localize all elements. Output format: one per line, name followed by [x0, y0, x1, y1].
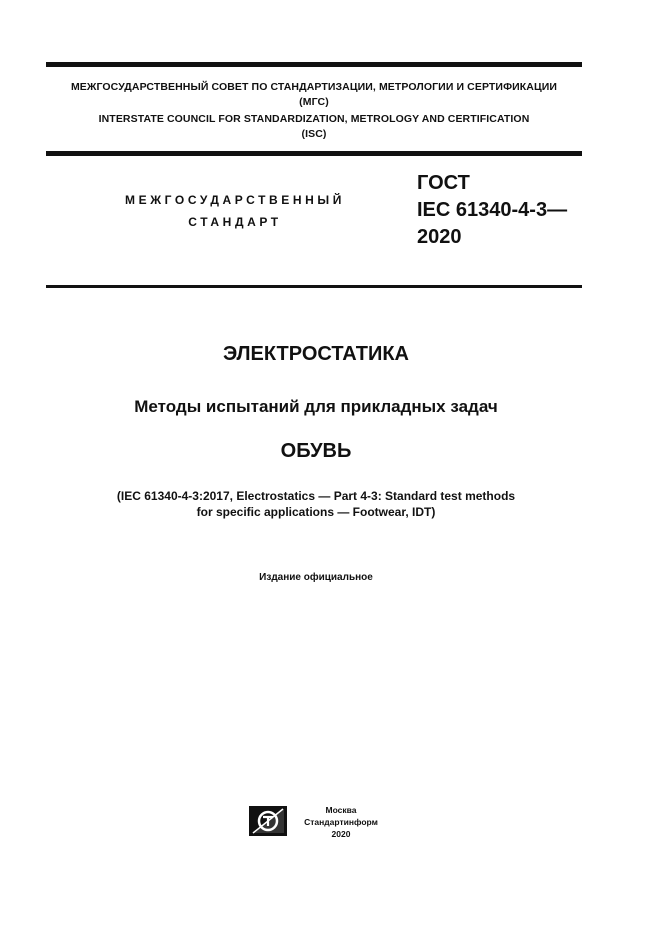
council-en-abbr: (ISC): [301, 128, 327, 140]
document-part-title: ОБУВЬ: [280, 440, 352, 462]
gost-prefix: ГОСТ: [417, 172, 470, 194]
document-title: ЭЛЕКТРОСТАТИКА: [223, 343, 409, 365]
gost-year: 2020: [417, 226, 462, 248]
publisher-block: [296, 804, 386, 840]
standard-type-line2: СТАНДАРТ: [188, 215, 282, 229]
publisher-name: Стандартинформ: [304, 817, 378, 827]
council-ru-abbr: (МГС): [299, 96, 329, 108]
gost-number: IEC 61340-4-3—: [417, 199, 568, 221]
publisher-city: Москва: [325, 805, 357, 815]
international-reference-line1: (IEC 61340-4-3:2017, Electrostatics — Part 4-3: Standard test methods: [116, 489, 516, 503]
international-reference-line2: for specific applications — Footwear, IDT): [196, 505, 436, 519]
standard-designation: [417, 170, 567, 251]
header-divider: [46, 151, 582, 156]
standartinform-logo-icon: [249, 806, 287, 836]
council-en-block: [46, 112, 582, 142]
standard-type-label: [100, 189, 370, 233]
council-ru-name: МЕЖГОСУДАРСТВЕННЫЙ СОВЕТ ПО СТАНДАРТИЗАЦИИ, МЕТРОЛОГИИ И СЕРТИФИКАЦИИ: [70, 81, 558, 93]
publisher-year: 2020: [331, 829, 351, 839]
council-en-name: INTERSTATE COUNCIL FOR STANDARDIZATION, METROLOGY AND CERTIFICATION: [98, 113, 530, 125]
top-divider: [46, 62, 582, 67]
standard-type-line1: МЕЖГОСУДАРСТВЕННЫЙ: [125, 193, 345, 207]
edition-note: Издание официальное: [259, 572, 373, 583]
council-ru-block: [46, 80, 582, 110]
international-reference: [46, 488, 586, 520]
document-subtitle: Методы испытаний для прикладных задач: [134, 397, 498, 416]
title-divider: [46, 285, 582, 288]
